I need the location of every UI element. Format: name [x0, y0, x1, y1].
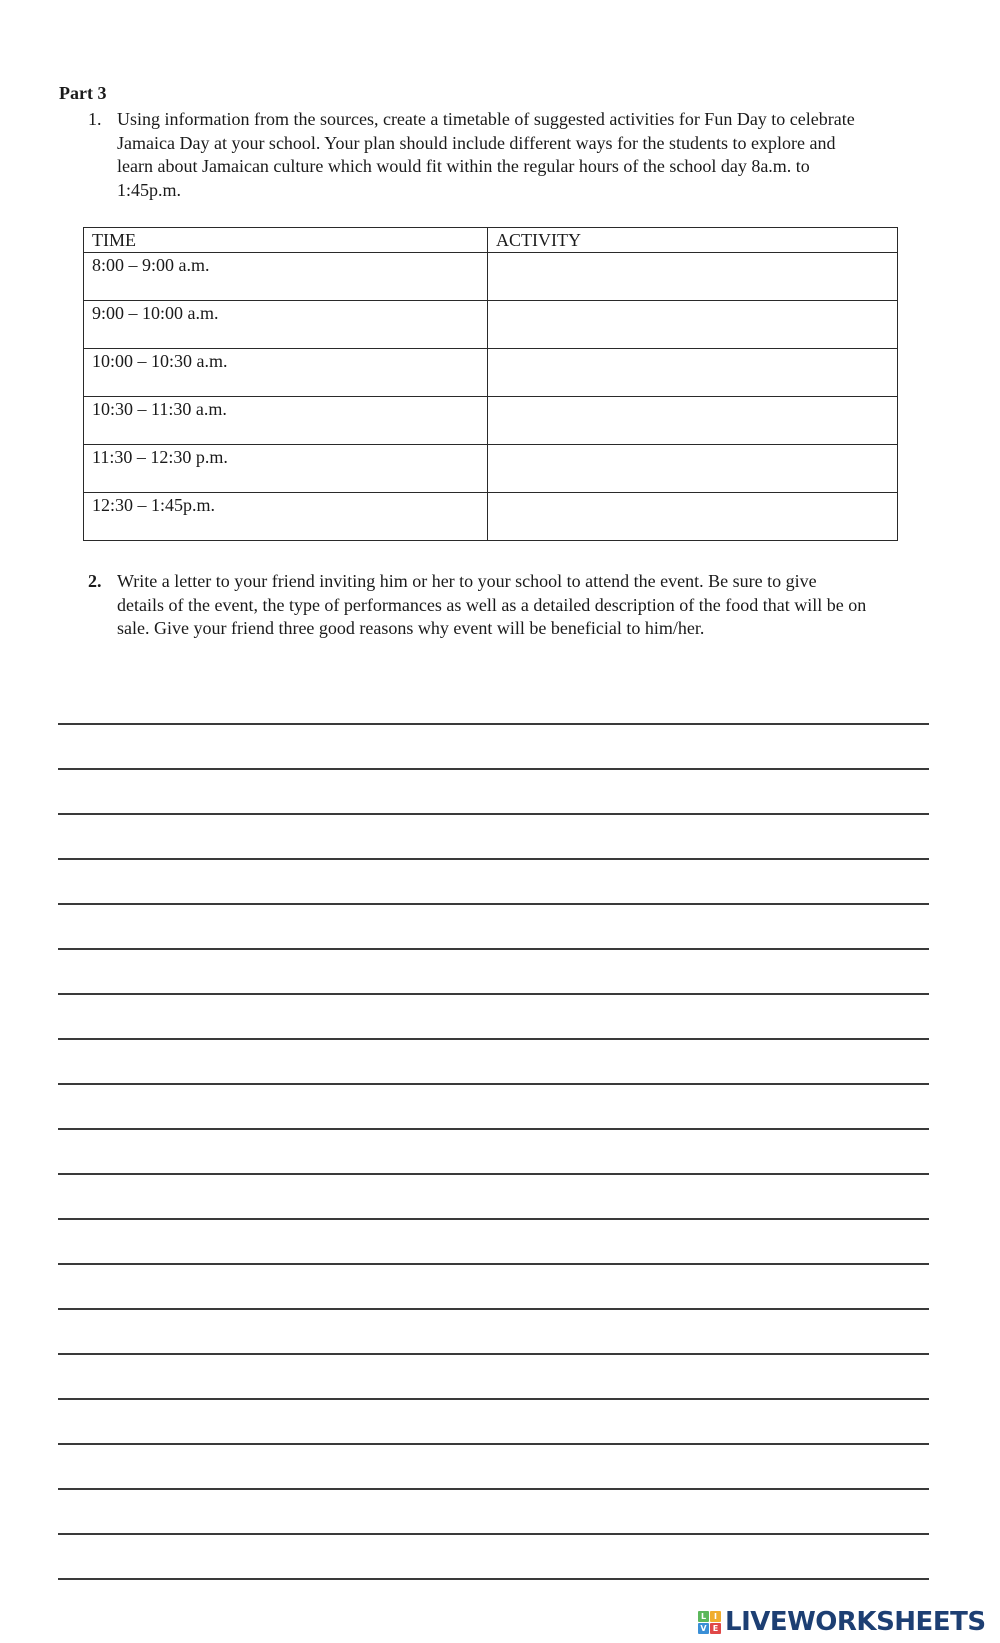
table-row [84, 445, 898, 493]
question-1 [88, 108, 868, 202]
time-cell: 9:00 – 10:00 a.m. [84, 301, 488, 349]
answer-line[interactable] [58, 1443, 929, 1445]
answer-line[interactable] [58, 858, 929, 860]
time-cell: 12:30 – 1:45p.m. [84, 493, 488, 541]
logo-block: L [698, 1611, 709, 1622]
answer-line[interactable] [58, 1263, 929, 1265]
logo-block: E [710, 1623, 721, 1634]
answer-line[interactable] [58, 1128, 929, 1130]
liveworksheets-logo [698, 1609, 986, 1635]
header-activity: ACTIVITY [488, 228, 898, 253]
activity-cell[interactable] [488, 301, 898, 349]
question-2 [88, 570, 868, 641]
time-cell: 11:30 – 12:30 p.m. [84, 445, 488, 493]
activity-cell[interactable] [488, 445, 898, 493]
part-title: Part 3 [59, 83, 107, 103]
question-1-text: Using information from the sources, create a timetable of suggested activities for Fun Day to celebrate Jamaica Day at your school. Your plan should include different ways for the students to explore and learn about Jamaican culture which would fit within the regular hours of the school day 8a.m. to 1:45p.m. [117, 109, 855, 200]
answer-line[interactable] [58, 768, 929, 770]
table-row [84, 397, 898, 445]
answer-line[interactable] [58, 1353, 929, 1355]
answer-line[interactable] [58, 1533, 929, 1535]
timetable-header-row [84, 228, 898, 253]
activity-cell[interactable] [488, 397, 898, 445]
answer-line[interactable] [58, 1308, 929, 1310]
question-2-number: 2. [88, 571, 102, 591]
table-row [84, 253, 898, 301]
answer-line[interactable] [58, 1083, 929, 1085]
table-row [84, 301, 898, 349]
answer-line[interactable] [58, 813, 929, 815]
activity-cell[interactable] [488, 349, 898, 397]
table-row [84, 349, 898, 397]
question-1-number: 1. [88, 109, 102, 129]
table-row [84, 493, 898, 541]
logo-block: I [710, 1611, 721, 1622]
answer-line[interactable] [58, 1173, 929, 1175]
answer-line[interactable] [58, 1578, 929, 1580]
logo-blocks-icon [698, 1611, 721, 1634]
time-cell: 10:00 – 10:30 a.m. [84, 349, 488, 397]
answer-line[interactable] [58, 1038, 929, 1040]
answer-line[interactable] [58, 948, 929, 950]
time-cell: 10:30 – 11:30 a.m. [84, 397, 488, 445]
time-cell: 8:00 – 9:00 a.m. [84, 253, 488, 301]
logo-block: V [698, 1623, 709, 1634]
answer-line[interactable] [58, 723, 929, 725]
answer-line[interactable] [58, 1488, 929, 1490]
activity-cell[interactable] [488, 253, 898, 301]
answer-line[interactable] [58, 1218, 929, 1220]
answer-line[interactable] [58, 903, 929, 905]
logo-text: LIVEWORKSHEETS [725, 1607, 986, 1637]
answer-line[interactable] [58, 1398, 929, 1400]
timetable [83, 227, 898, 541]
activity-cell[interactable] [488, 493, 898, 541]
answer-line[interactable] [58, 993, 929, 995]
question-2-text: Write a letter to your friend inviting him or her to your school to attend the event. Be sure to give details of the event, the type of performances as well as a detailed description of the food that will be on sale. Give your friend three good reasons why event will be beneficial to him/her. [117, 571, 867, 638]
header-time: TIME [84, 228, 488, 253]
